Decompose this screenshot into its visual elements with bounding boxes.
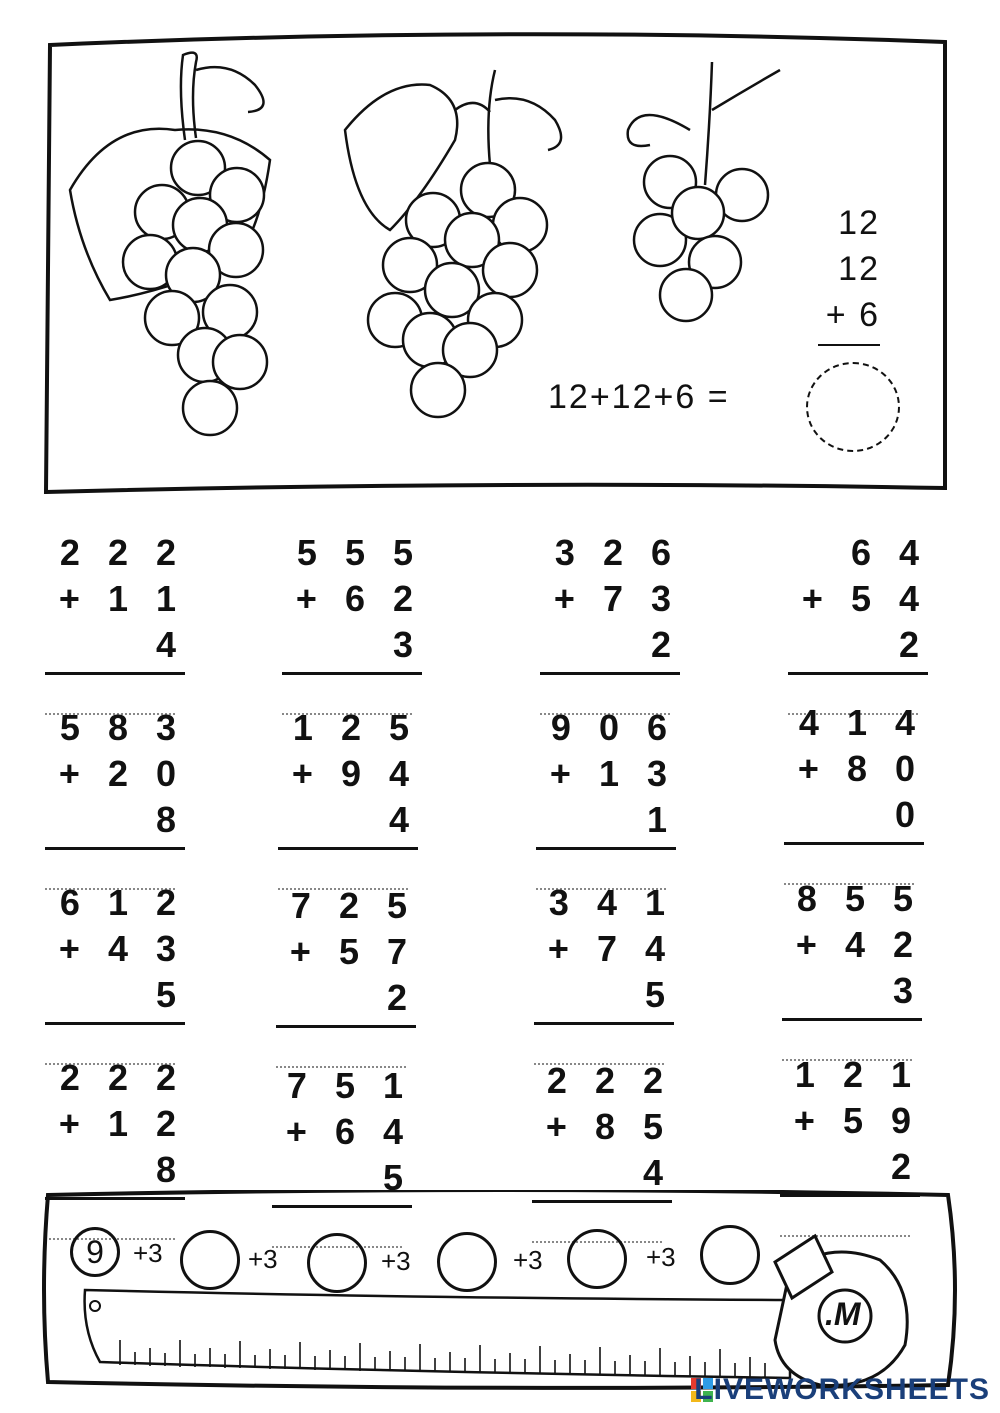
problem-1 [45, 530, 185, 715]
problem-7 [536, 705, 676, 890]
start-number: 9 [70, 1227, 120, 1277]
problem-bottom: + 5 9 2 [793, 1100, 920, 1187]
grape-bunch-middle [345, 70, 561, 417]
problem-top: 5 8 3 [59, 707, 185, 748]
problem-rule [788, 672, 928, 675]
answer-circle[interactable] [806, 362, 900, 452]
problem-2 [282, 530, 422, 715]
liveworksheets-logo: LIVEWORKSHEETS [694, 1373, 990, 1406]
tape-end-hook [90, 1301, 100, 1311]
problem-10 [276, 883, 416, 1068]
vertical-sum-line1: 12 [838, 204, 880, 242]
problem-bottom: + 1 1 4 [58, 578, 185, 665]
problem-bottom: + 1 3 1 [549, 753, 676, 840]
problem-bottom: + 6 2 3 [295, 578, 422, 665]
tape-panel [0, 1190, 1000, 1390]
problem-top: 2 2 2 [59, 1057, 185, 1098]
problem-top: 6 1 2 [59, 882, 185, 923]
step-label: +3 [513, 1245, 543, 1275]
vertical-sum-rule [818, 344, 880, 346]
problem-rule [534, 1022, 674, 1025]
vertical-sum [800, 200, 880, 346]
horizontal-sum: 12+12+6 = [548, 378, 730, 416]
answer-blank[interactable] [700, 1225, 760, 1285]
problem-top: 8 5 5 [796, 878, 922, 919]
problem-11 [534, 880, 674, 1065]
problem-3 [540, 530, 680, 715]
step-label: +3 [381, 1246, 411, 1276]
problem-9 [45, 880, 185, 1065]
vertical-sum-line3: + 6 [825, 296, 880, 334]
problem-rule [278, 847, 418, 850]
problem-top: 2 2 2 [546, 1060, 672, 1101]
problem-rule [45, 1022, 185, 1025]
problem-bottom: + 6 4 5 [285, 1111, 412, 1198]
problem-rule [536, 847, 676, 850]
answer-blank[interactable] [307, 1233, 367, 1293]
problem-top: 3 4 1 [548, 882, 674, 923]
problem-bottom: + 5 4 2 [801, 578, 928, 665]
problem-bottom: + 4 3 5 [58, 928, 185, 1015]
problem-rule [784, 842, 924, 845]
problem-top: 3 2 6 [554, 532, 680, 573]
problem-5 [45, 705, 185, 890]
problem-rule [782, 1018, 922, 1021]
vertical-sum-line2: 12 [838, 250, 880, 288]
problem-6 [278, 705, 418, 890]
problem-rule [282, 672, 422, 675]
problem-top: 1 2 5 [292, 707, 418, 748]
problem-bottom: + 1 2 8 [58, 1103, 185, 1190]
problem-rule [45, 847, 185, 850]
problem-top: 7 5 1 [286, 1065, 412, 1106]
grape-bunch-left [70, 53, 270, 435]
tape-brand-label: .M [825, 1296, 861, 1332]
step-label: +3 [646, 1242, 676, 1272]
answer-blank[interactable] [180, 1230, 240, 1290]
tape-strip [85, 1290, 790, 1378]
problem-bottom: + 4 2 3 [795, 924, 922, 1011]
answer-blank[interactable] [437, 1232, 497, 1292]
problem-12 [782, 876, 922, 1061]
problem-bottom: + 7 4 5 [547, 928, 674, 1015]
problem-rule [45, 672, 185, 675]
answer-blank[interactable] [567, 1229, 627, 1289]
problem-bottom: + 9 4 4 [291, 753, 418, 840]
problem-8 [784, 700, 924, 885]
problem-top: 5 5 5 [296, 532, 422, 573]
problem-top: 7 2 5 [290, 885, 416, 926]
problem-bottom: + 7 3 2 [553, 578, 680, 665]
problem-top: 1 2 1 [794, 1054, 920, 1095]
problem-top: 9 0 6 [550, 707, 676, 748]
problem-bottom: + 8 0 0 [797, 748, 924, 835]
problem-top: 6 4 [850, 532, 928, 573]
problem-rule [540, 672, 680, 675]
problem-top: 2 2 2 [59, 532, 185, 573]
problem-bottom: + 5 7 2 [289, 931, 416, 1018]
step-label: +3 [248, 1244, 278, 1274]
step-label: +3 [133, 1238, 163, 1268]
problem-top: 4 1 4 [798, 702, 924, 743]
problem-bottom: + 8 5 4 [545, 1106, 672, 1193]
problem-bottom: + 2 0 8 [58, 753, 185, 840]
problem-rule [276, 1025, 416, 1028]
grape-bunch-right [628, 62, 780, 321]
problem-4 [788, 530, 928, 715]
